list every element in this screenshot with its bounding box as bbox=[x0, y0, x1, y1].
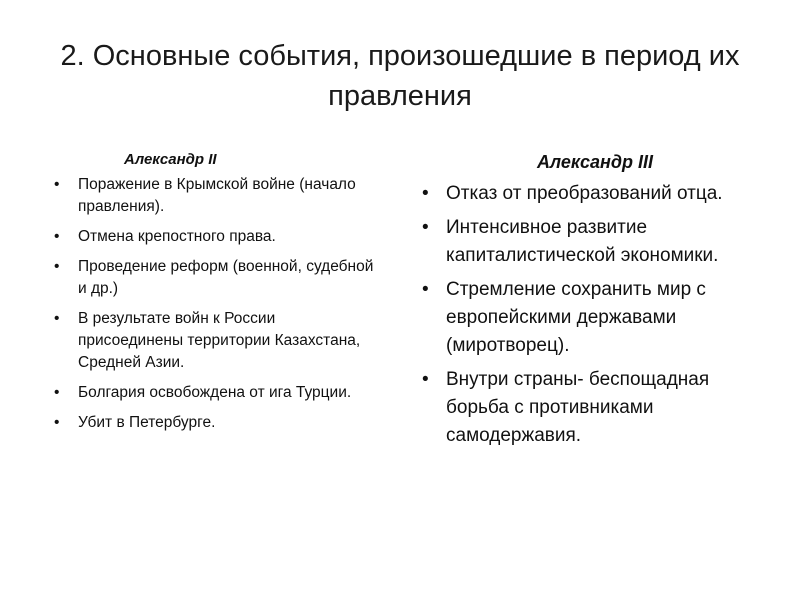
left-list-item-text: Болгария освобождена от ига Турции. bbox=[78, 384, 352, 401]
bullet-icon: • bbox=[422, 279, 429, 300]
bullet-icon: • bbox=[54, 384, 60, 401]
bullet-icon: • bbox=[54, 176, 60, 193]
left-list-item bbox=[52, 226, 382, 248]
left-list-item-text: Отмена крепостного права. bbox=[78, 228, 276, 245]
left-list-item-text: Поражение в Крымской войне (начало правления). bbox=[78, 176, 356, 215]
left-list-item bbox=[52, 308, 382, 374]
left-bullet-list bbox=[52, 174, 382, 434]
left-list-item bbox=[52, 174, 382, 218]
right-column-heading: Александр III bbox=[536, 152, 654, 172]
bullet-icon: • bbox=[54, 414, 60, 431]
bullet-icon: • bbox=[54, 228, 60, 245]
right-list-item-text: Внутри страны- беспощадная борьба с противниками самодержавия. bbox=[446, 369, 710, 446]
left-list-item bbox=[52, 412, 382, 434]
bullet-icon: • bbox=[54, 310, 60, 327]
right-column-alexander-iii bbox=[420, 150, 770, 456]
right-bullet-list bbox=[420, 180, 770, 450]
slide-title: 2. Основные события, произошедшие в период их правления bbox=[60, 40, 740, 112]
right-list-item-text: Стремление сохранить мир с европейскими державами (миротворец). bbox=[446, 279, 706, 356]
right-list-item-text: Интенсивное развитие капиталистической экономики. bbox=[446, 217, 719, 266]
bullet-icon: • bbox=[422, 183, 429, 204]
left-list-item-text: Убит в Петербурге. bbox=[78, 414, 216, 431]
left-list-item bbox=[52, 382, 382, 404]
left-column-alexander-ii bbox=[52, 150, 382, 442]
left-list-item-text: В результате войн к России присоединены территории Казахстана, Средней Азии. bbox=[78, 310, 361, 371]
bullet-icon: • bbox=[422, 369, 429, 390]
right-list-item bbox=[420, 214, 770, 270]
left-column-heading: Александр II bbox=[124, 151, 217, 168]
bullet-icon: • bbox=[422, 217, 429, 238]
bullet-icon: • bbox=[54, 258, 60, 275]
right-list-item bbox=[420, 276, 770, 360]
left-list-item-text: Проведение реформ (военной, судебной и др.) bbox=[78, 258, 374, 297]
right-list-item bbox=[420, 180, 770, 208]
right-list-item bbox=[420, 366, 770, 450]
left-list-item bbox=[52, 256, 382, 300]
right-list-item-text: Отказ от преобразований отца. bbox=[446, 183, 723, 204]
